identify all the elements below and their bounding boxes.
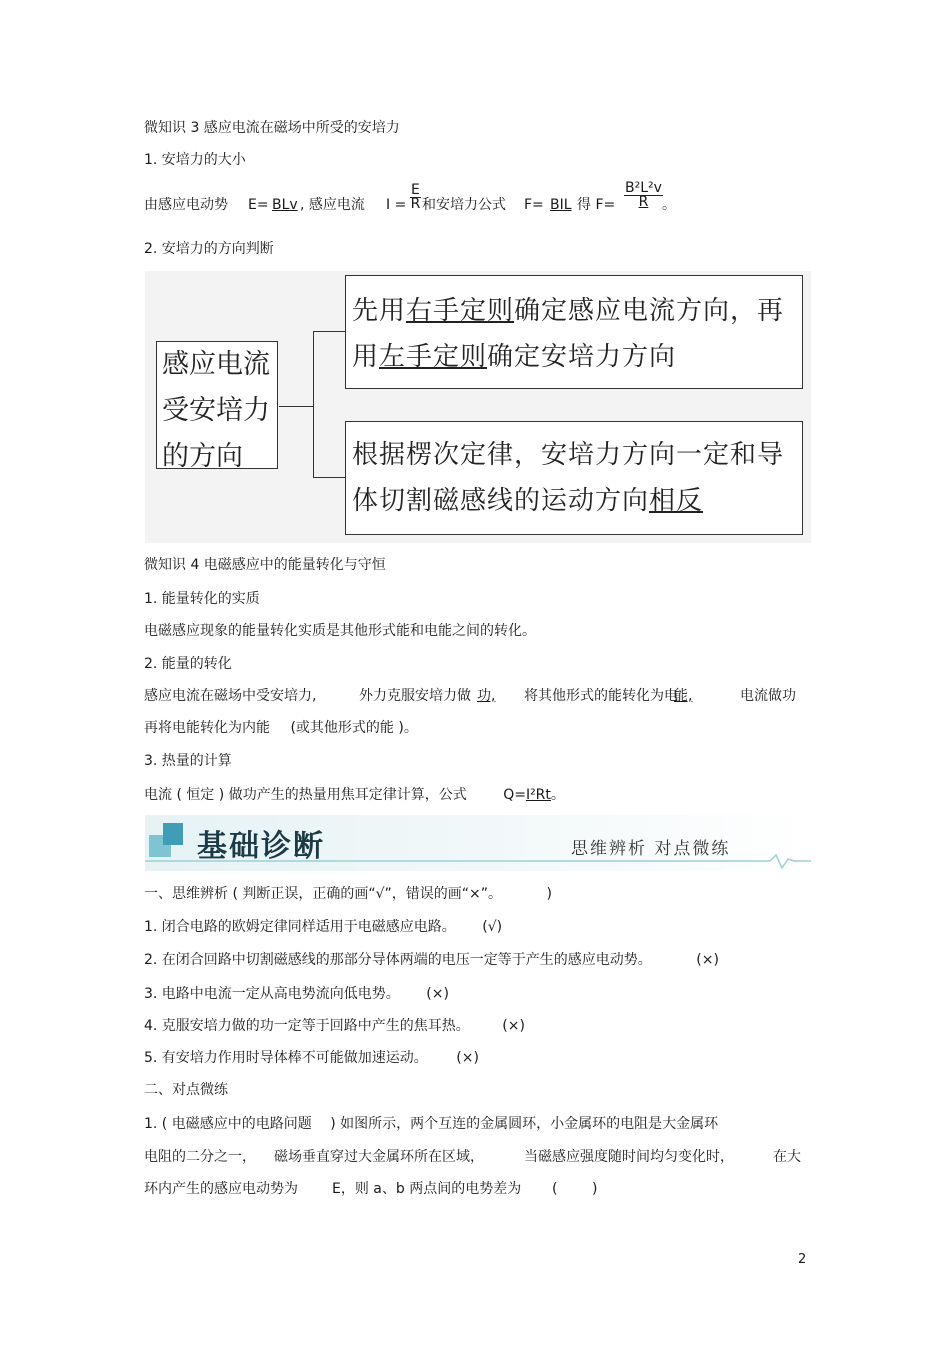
fraction-numerator: B²L²v	[625, 180, 662, 196]
formula-blv: BLv	[272, 197, 298, 213]
page-number: 2	[798, 1252, 807, 1267]
text: )	[546, 886, 552, 902]
section-3-heading: 微知识 3 感应电流在磁场中所受的安培力	[144, 120, 400, 136]
connector-line	[313, 477, 345, 478]
text: 电流 ( 恒定 ) 做功产生的热量用焦耳定律计算，公式	[144, 787, 467, 803]
connector-line	[313, 331, 314, 477]
underlined-work: 功,	[477, 688, 496, 704]
direction-diagram	[145, 271, 811, 543]
connector-line	[279, 406, 313, 407]
text: E，则 a、b 两点间的电势差为	[332, 1181, 522, 1197]
text: ) 如图所示，两个互连的金属圆环，小金属环的电阻是大金属环	[330, 1116, 719, 1132]
subheading-energy-conversion: 2. 能量的转化	[144, 656, 232, 672]
paragraph-energy-essence: 电磁感应现象的能量转化实质是其他形式能和电能之间的转化。	[144, 623, 536, 639]
judge-item-answer: (×)	[456, 1050, 479, 1066]
text: 确定安培力方向	[487, 342, 677, 372]
diagram-left-line: 感应电流	[162, 349, 270, 380]
answer-bracket-close: )	[592, 1181, 598, 1197]
fraction-denominator: R	[410, 196, 421, 212]
paragraph-energy-conversion-2	[144, 719, 418, 737]
judge-item-answer: (×)	[426, 986, 449, 1002]
text: 电阻的二分之一，	[144, 1149, 256, 1165]
joule-formula: I²Rt	[525, 787, 551, 803]
judge-item-text: 3. 电路中电流一定从高电势流向低电势。	[144, 986, 400, 1002]
diagram-bottom-line-1: 根据楞次定律，安培力方向一定和导	[352, 440, 785, 470]
banner-subtitle: 思维辨析 对点微练	[571, 839, 731, 859]
formula-text-g: 和安培力公式	[422, 197, 506, 213]
connector-line	[313, 331, 345, 332]
text: 确定感应电流方向，再	[514, 296, 785, 326]
judge-item-text: 1. 闭合电路的欧姆定律同样适用于电磁感应电路。	[144, 919, 456, 935]
fraction-denominator: R	[638, 194, 649, 210]
diagram-left-line: 的方向	[162, 441, 243, 472]
judge-item	[144, 1049, 479, 1067]
judge-item-text: 5. 有安培力作用时导体棒不可能做加速运动。	[144, 1050, 428, 1066]
text: 在大	[773, 1149, 801, 1165]
text: 将其他形式的能转化为电	[524, 688, 678, 704]
banner-square-icon	[149, 823, 183, 857]
text: 环内产生的感应电动势为	[144, 1181, 298, 1197]
text: 1. ( 电磁感应中的电路问题	[144, 1116, 312, 1132]
problem-line-1	[144, 1115, 718, 1133]
right-hand-rule: 右手定则	[406, 296, 515, 326]
judge-item	[144, 951, 719, 969]
formula-text-a: 由感应电动势	[144, 197, 228, 213]
opposite-text: 相反	[649, 486, 704, 516]
formula-text-j: 得 F=	[577, 197, 616, 213]
formula-text-b: E=	[248, 197, 269, 213]
subheading-energy-essence: 1. 能量转化的实质	[144, 591, 260, 607]
judge-item-answer: (√)	[482, 919, 503, 935]
text: 用	[352, 342, 380, 372]
diagram-left-line: 受安培力	[162, 395, 270, 426]
underlined-energy: 能,	[674, 688, 693, 704]
diagram-left-box	[156, 341, 278, 472]
judge-item-text: 2. 在闭合回路中切割磁感线的那部分导体两端的电压一定等于产生的感应电动势。	[144, 952, 652, 968]
text: Q=	[503, 787, 526, 803]
fraction-numerator: E	[411, 182, 420, 198]
judge-item	[144, 985, 449, 1003]
question-section-2-heading: 二、对点微练	[144, 1082, 228, 1098]
formula-text-h: F=	[524, 197, 544, 213]
banner-title: 基础诊断	[197, 829, 325, 864]
diagram-bottom-line-2	[352, 478, 802, 524]
formula-bil: BIL	[550, 197, 572, 213]
section-banner	[145, 815, 811, 871]
subheading-ampere-magnitude: 1. 安培力的大小	[144, 152, 246, 168]
fraction-force	[624, 182, 663, 209]
subheading-ampere-direction: 2. 安培力的方向判断	[144, 241, 274, 257]
text: 一、思维辨析 ( 判断正误，正确的画“√”，错误的画“×”。	[144, 886, 503, 902]
question-section-1-heading	[144, 885, 552, 903]
formula-text-d: , 感应电流	[300, 197, 365, 213]
text: 体切割磁感线的运动方向	[352, 486, 650, 516]
formula-period: 。	[662, 197, 676, 213]
text: 磁场垂直穿过大金属环所在区域，	[274, 1149, 484, 1165]
text: 外力克服安培力做	[359, 688, 471, 704]
answer-bracket-open: (	[552, 1181, 558, 1197]
text: 感应电流在磁场中受安培力,	[144, 688, 317, 704]
text: 当磁感应强度随时间均匀变化时，	[524, 1149, 734, 1165]
fraction-e-over-r	[410, 184, 421, 211]
judge-item-answer: (×)	[696, 952, 719, 968]
text: 电流做功	[740, 688, 796, 704]
diagram-bottom-box	[345, 421, 803, 535]
banner-wave-icon	[145, 853, 811, 871]
text: 。	[550, 787, 565, 803]
judge-item-answer: (×)	[502, 1018, 525, 1034]
diagram-top-box	[345, 275, 803, 389]
text: 先用	[352, 296, 407, 326]
judge-item	[144, 1017, 525, 1035]
judge-item	[144, 918, 502, 936]
paragraph-heat	[144, 786, 565, 804]
diagram-top-line-2	[352, 334, 802, 380]
text: 再将电能转化为内能	[144, 720, 270, 736]
left-hand-rule: 左手定则	[379, 342, 488, 372]
text: (或其他形式的能 )。	[290, 720, 418, 736]
judge-item-text: 4. 克服安培力做的功一定等于回路中产生的焦耳热。	[144, 1018, 470, 1034]
diagram-top-line-1	[352, 288, 802, 334]
subheading-heat: 3. 热量的计算	[144, 753, 232, 769]
formula-text-e: I =	[386, 197, 407, 213]
section-4-heading: 微知识 4 电磁感应中的能量转化与守恒	[144, 557, 386, 573]
